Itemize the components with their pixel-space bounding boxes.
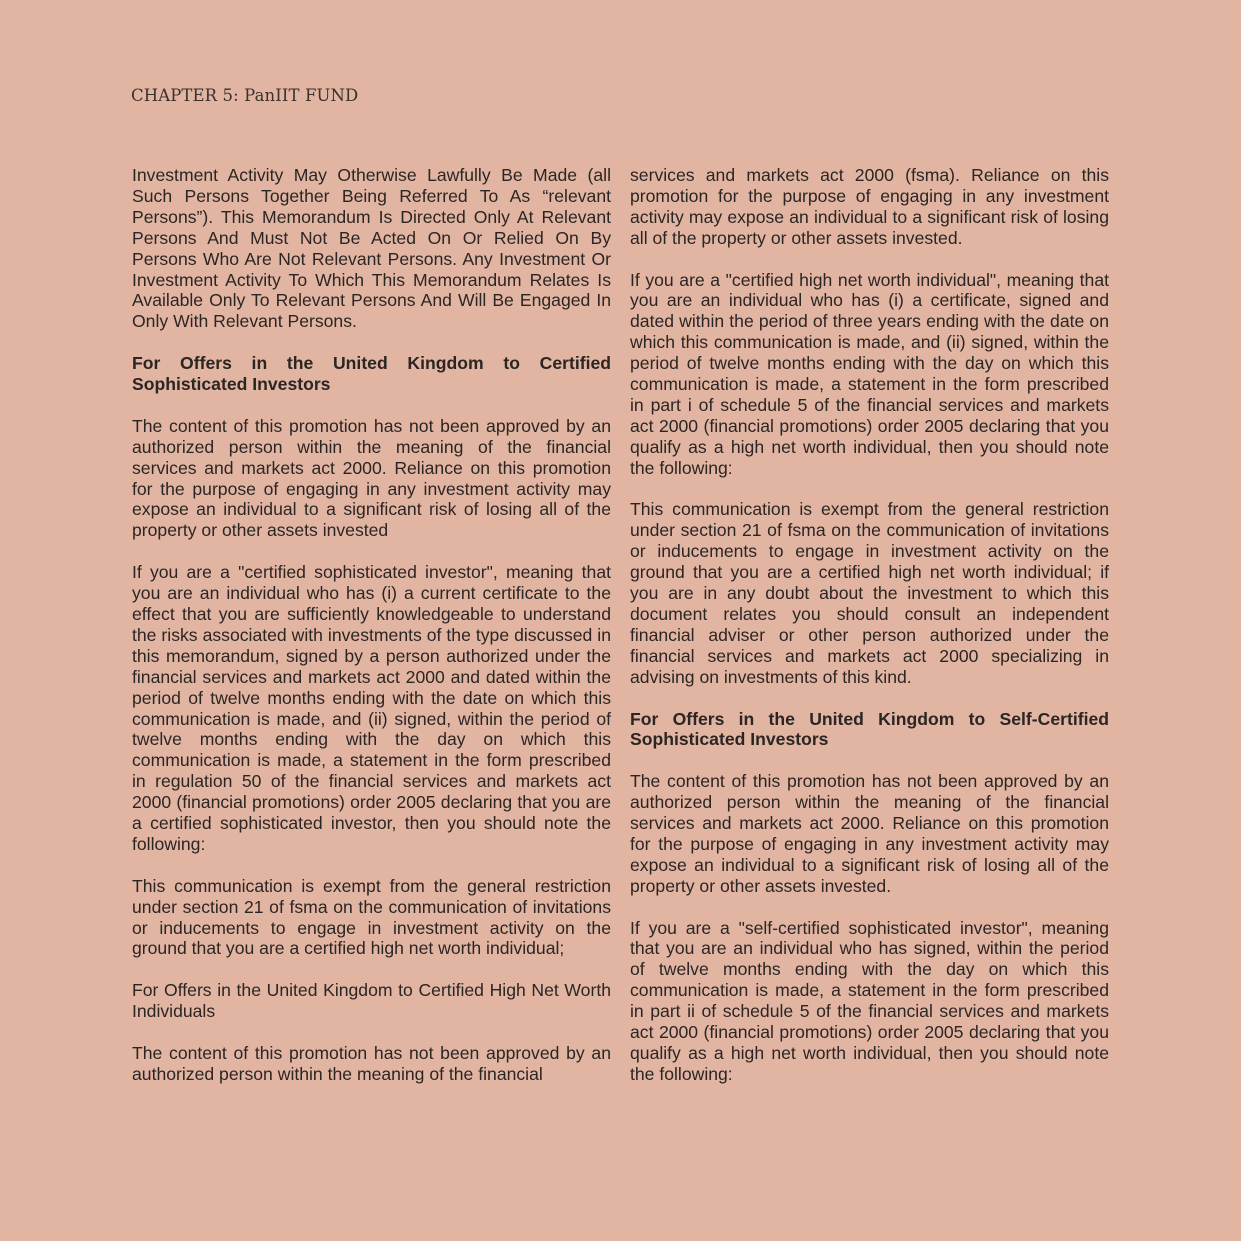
paragraph-promotion-not-approved-continued: The content of this promotion has not been approved by an authorized person within the meaning of the financial xyxy=(132,1042,611,1084)
left-column xyxy=(132,165,611,1106)
heading-certified-sophisticated: For Offers in the United Kingdom to Certified Sophisticated Investors xyxy=(132,353,611,395)
paragraph-exemption-notice: This communication is exempt from the general restriction under section 21 of fsma on the communication of invitations or inducements to engage in investment activity on the ground that you are a certified high net worth individual; xyxy=(132,875,611,959)
paragraph-certified-sophisticated-definition: If you are a "certified sophisticated investor", meaning that you are an individual who has (i) a current certificate to the effect that you are sufficiently knowledgeable to understand the risks associated with investments of the type discussed in this memorandum, signed by a person authorized under the financial services and markets act 2000 and dated within the period of twelve months ending with the date on which this communication is made, and (ii) signed, within the period of twelve months ending with the day on which this communication is made, a statement in the form prescribed in regulation 50 of the financial services and markets act 2000 (financial promotions) order 2005 declaring that you are a certified sophisticated investor, then you should note the following: xyxy=(132,562,611,854)
paragraph-high-net-worth-exemption: This communication is exempt from the general restriction under section 21 of fsma on the communication of invitations or inducements to engage in investment activity on the ground that you are a certified high net worth individual; if you are in any doubt about the investment to which this document relates you should consult an independent financial adviser or other person authorized under the financial services and markets act 2000 specializing in advising on investments of this kind. xyxy=(630,499,1109,687)
paragraph-relevant-persons: Investment Activity May Otherwise Lawfully Be Made (all Such Persons Together Being Referred To As “relevant Persons”). This Memorandum Is Directed Only At Relevant Persons And Must Not Be Acted On Or Relied On By Persons Who Are Not Relevant Persons. Any Investment Or Investment Activity To Which This Memorandum Relates Is Available Only To Relevant Persons And Will Be Engaged In Only With Relevant Persons. xyxy=(132,165,611,332)
paragraph-high-net-worth-definition: If you are a "certified high net worth individual", meaning that you are an individual who has (i) a certificate, signed and dated within the period of three years ending with the date on which this communication is made, and (ii) signed, within the period of twelve months ending with the day on which this communication is made, a statement in the form prescribed in part i of schedule 5 of the financial services and markets act 2000 (financial promotions) order 2005 declaring that you qualify as a high net worth individual, then you should note the following: xyxy=(630,269,1109,478)
paragraph-self-certified-definition: If you are a "self-certified sophisticated investor", meaning that you are an individual who has signed, within the period of twelve months ending with the day on which this communication is made, a statement in the form prescribed in part ii of schedule 5 of the financial services and markets act 2000 (financial promotions) order 2005 declaring that you qualify as a high net worth individual, then you should note the following: xyxy=(630,917,1109,1084)
paragraph-promotion-not-approved: The content of this promotion has not been approved by an authorized person within the meaning of the financial services and markets act 2000. Reliance on this promotion for the purpose of engaging in any investment activity may expose an individual to a significant risk of losing all of the property or other assets invested xyxy=(132,415,611,541)
paragraph-fsma-reliance: services and markets act 2000 (fsma). Reliance on this promotion for the purpose of engaging in any investment activity may expose an individual to a significant risk of losing all of the property or other assets invested. xyxy=(630,165,1109,248)
right-column xyxy=(630,165,1109,1106)
paragraph-high-net-worth-title: For Offers in the United Kingdom to Certified High Net Worth Individuals xyxy=(132,980,611,1022)
heading-self-certified-sophisticated: For Offers in the United Kingdom to Self-Certified Sophisticated Investors xyxy=(630,708,1109,750)
paragraph-self-certified-not-approved: The content of this promotion has not been approved by an authorized person within the meaning of the financial services and markets act 2000. Reliance on this promotion for the purpose of engaging in any investment activity may expose an individual to a significant risk of losing all of the property or other assets invested. xyxy=(630,771,1109,896)
chapter-header: CHAPTER 5: PanIIT FUND xyxy=(131,86,359,105)
